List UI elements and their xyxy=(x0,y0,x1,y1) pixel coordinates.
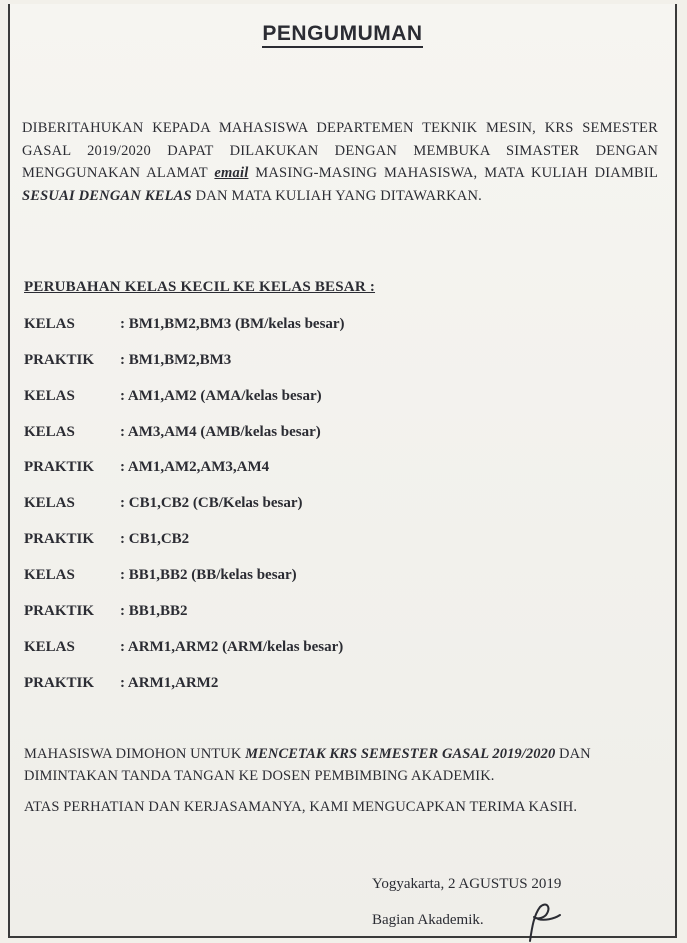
class-change-row xyxy=(24,388,322,405)
class-change-row xyxy=(24,531,189,548)
row-value: : BM1,BM2,BM3 xyxy=(120,352,232,368)
class-change-row xyxy=(24,639,343,656)
class-change-row xyxy=(24,316,345,333)
title-text: PENGUMUMAN xyxy=(262,22,422,48)
intro-part-1: DIBERITAHUKAN KEPADA MAHASISWA DEPARTEMEN TEKNIK MESIN, KRS SEMESTER GASAL 2019/2020 DAPAT DILAKUKAN DENGAN MEMBUKA SIMASTER DENGAN MENGGUNAKAN ALAMAT xyxy=(22,120,658,181)
intro-emphasis: SESUAI DENGAN KELAS xyxy=(22,187,192,204)
intro-email-word: email xyxy=(214,165,249,181)
row-label: PRAKTIK xyxy=(24,603,95,619)
place-date: Yogyakarta, 2 AGUSTUS 2019 xyxy=(372,876,562,892)
row-label: KELAS xyxy=(24,495,75,511)
class-change-row xyxy=(24,567,297,584)
row-value: : BM1,BM2,BM3 (BM/kelas besar) xyxy=(120,316,345,332)
row-value: : CB1,CB2 (CB/Kelas besar) xyxy=(120,495,303,511)
row-label: PRAKTIK xyxy=(24,531,95,547)
class-change-row xyxy=(24,459,269,476)
row-value: : ARM1,ARM2 (ARM/kelas besar) xyxy=(120,639,344,655)
closing-emphasis: MENCETAK KRS SEMESTER GASAL 2019/2020 xyxy=(245,746,556,762)
class-change-row xyxy=(24,675,218,692)
class-change-row xyxy=(24,424,321,441)
row-label: PRAKTIK xyxy=(24,352,95,368)
section-heading: PERUBAHAN KELAS KECIL KE KELAS BESAR : xyxy=(24,279,376,295)
row-value: : AM1,AM2 (AMA/kelas besar) xyxy=(120,388,322,404)
document-title xyxy=(10,22,675,46)
thank-you-line: ATAS PERHATIAN DAN KERJASAMANYA, KAMI MENGUCAPKAN TERIMA KASIH. xyxy=(24,799,578,815)
row-value: : ARM1,ARM2 xyxy=(120,675,219,691)
row-label: PRAKTIK xyxy=(24,459,95,475)
closing-part-2: DAN DIMINTAKAN TANDA TANGAN KE DOSEN PEMBIMBING AKADEMIK. xyxy=(24,746,591,784)
document-page xyxy=(8,4,677,938)
signer-name: Bagian Akademik. xyxy=(372,912,484,928)
row-label: KELAS xyxy=(24,316,75,332)
row-value: : BB1,BB2 xyxy=(120,603,188,619)
row-label: KELAS xyxy=(24,424,75,440)
row-value: : AM1,AM2,AM3,AM4 xyxy=(120,459,270,475)
row-label: PRAKTIK xyxy=(24,675,95,691)
row-label: KELAS xyxy=(24,388,75,404)
row-value: : BB1,BB2 (BB/kelas besar) xyxy=(120,567,297,583)
class-change-row xyxy=(24,352,231,369)
intro-part-2: MASING-MASING MAHASISWA, MATA KULIAH DIAMBIL xyxy=(248,165,658,181)
class-change-row xyxy=(24,495,303,512)
closing-part-1: MAHASISWA DIMOHON UNTUK xyxy=(24,746,246,762)
row-value: : AM3,AM4 (AMB/kelas besar) xyxy=(120,424,321,440)
row-value: : CB1,CB2 xyxy=(120,531,190,547)
intro-paragraph xyxy=(22,117,658,207)
signature-mark xyxy=(510,897,570,943)
row-label: KELAS xyxy=(24,567,75,583)
class-change-row xyxy=(24,603,188,620)
closing-paragraph xyxy=(24,743,664,787)
intro-part-3: DAN MATA KULIAH YANG DITAWARKAN. xyxy=(191,187,482,204)
row-label: KELAS xyxy=(24,639,75,655)
